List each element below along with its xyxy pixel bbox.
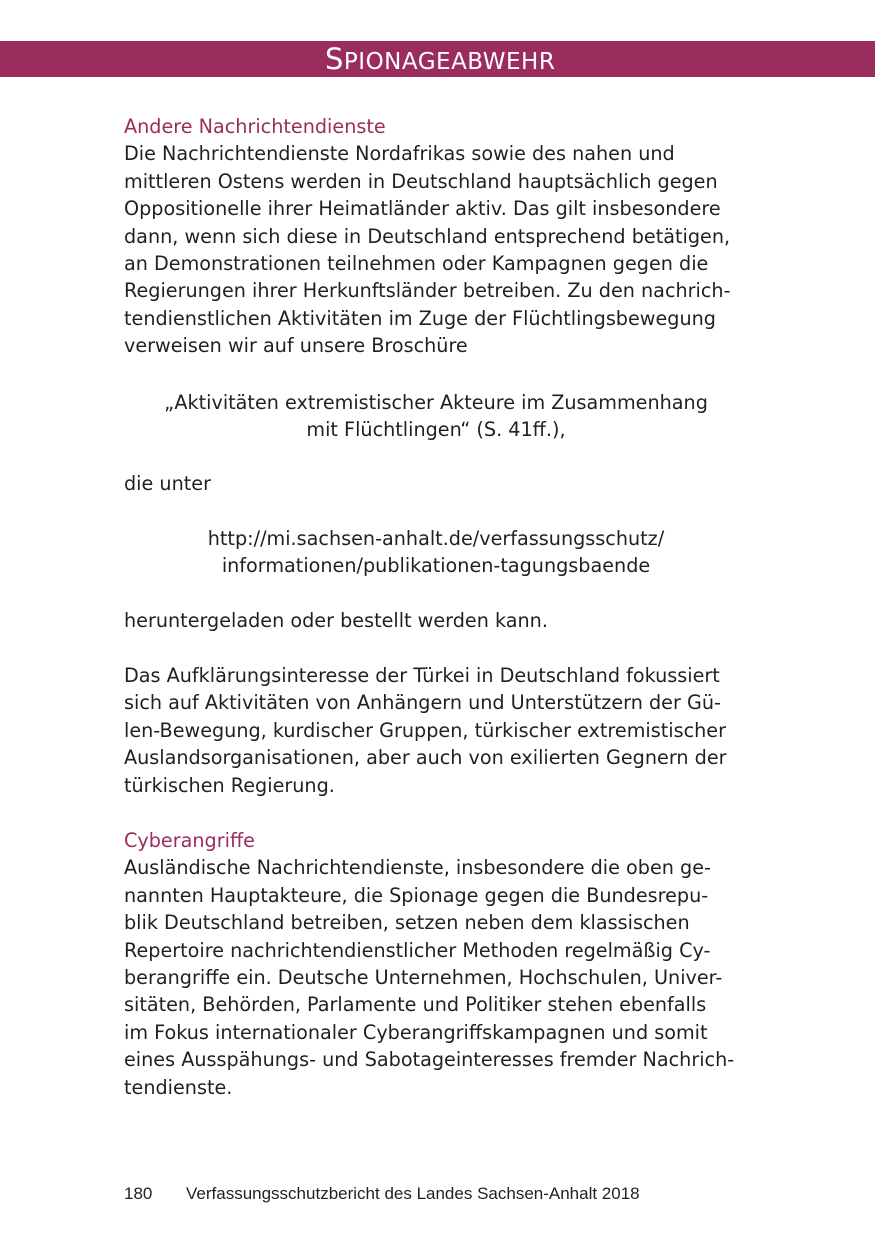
paragraph-line: an Demonstrationen teilnehmen oder Kampagnen gegen die (124, 252, 709, 276)
paragraph-line: tendienstlichen Aktivitäten im Zuge der Flüchtlingsbewegung (124, 306, 716, 330)
paragraph-line: berangriffe ein. Deutsche Unternehmen, Hochschulen, Univer- (124, 966, 723, 990)
url-line: http://mi.sachsen-anhalt.de/verfassungsschutz/ (207, 527, 665, 550)
paragraph-line: Repertoire nachrichtendienstlicher Methoden regelmäßig Cy- (124, 938, 711, 962)
section-heading: Andere Nachrichtendienste (124, 115, 386, 138)
paragraph-line: sitäten, Behörden, Parlamente und Politiker stehen ebenfalls (124, 993, 707, 1017)
paragraph-line: Regierungen ihrer Herkunftsländer betreiben. Zu den nachrich- (124, 279, 731, 303)
section-andere-nachrichtendienste (124, 113, 764, 360)
paragraph-line: len-Bewegung, kurdischer Gruppen, türkischer extremistischer (124, 718, 726, 742)
paragraph-line: türkischen Regierung. (124, 773, 335, 797)
paragraph-line: blik Deutschland betreiben, setzen neben dem klassischen (124, 911, 690, 935)
section-title-initial: S (325, 42, 344, 76)
paragraph-line: Auslandsorganisationen, aber auch von exilierten Gegnern der (124, 746, 727, 770)
section-cyberangriffe (124, 827, 764, 1101)
download-text: heruntergeladen oder bestellt werden kann. (124, 609, 548, 632)
url-line: informationen/publikationen-tagungsbaende (221, 554, 651, 578)
paragraph-line: sich auf Aktivitäten von Anhängern und Unterstützern der Gü- (124, 691, 721, 715)
paragraph-line: Ausländische Nachrichtendienste, insbesondere die oben ge- (124, 856, 711, 880)
footer-title: Verfassungsschutzbericht des Landes Sachsen-Anhalt 2018 (186, 1184, 640, 1203)
die-unter-text: die unter (124, 472, 211, 495)
paragraph-line: dann, wenn sich diese in Deutschland entsprechend betätigen, (124, 224, 731, 248)
paragraph-line: tendienste. (124, 1075, 233, 1099)
paragraph-line: Das Aufklärungsinteresse der Türkei in Deutschland fokussiert (124, 664, 720, 687)
paragraph-line: nannten Hauptakteure, die Spionage gegen die Bundesrepu- (124, 883, 709, 907)
section-title-rest: PIONAGEABWEHR (343, 49, 556, 75)
paragraph-line: eines Ausspähungs- und Sabotageinteresses fremder Nachrich- (124, 1048, 735, 1072)
page-section-title (325, 44, 555, 77)
turkey-paragraph (124, 662, 764, 799)
quote-line: „Aktivitäten extremistischer Akteure im Zusammenhang (164, 391, 708, 414)
quote-line: mit Flüchtlingen“ (S. 41ff.), (306, 418, 566, 442)
brochure-title-quote (124, 389, 748, 444)
paragraph-line: verweisen wir auf unsere Broschüre (124, 334, 468, 358)
download-url (124, 525, 748, 580)
paragraph-line: Die Nachrichtendienste Nordafrikas sowie des nahen und (124, 142, 675, 166)
paragraph-line: im Fokus internationaler Cyberangriffskampagnen und somit (124, 1020, 708, 1044)
paragraph-line: mittleren Ostens werden in Deutschland hauptsächlich gegen (124, 169, 718, 193)
paragraph-line: Oppositionelle ihrer Heimatländer aktiv. Das gilt insbesondere (124, 197, 721, 221)
page-number: 180 (124, 1184, 153, 1203)
page-footer (124, 1183, 640, 1205)
section-heading: Cyberangriffe (124, 829, 255, 852)
